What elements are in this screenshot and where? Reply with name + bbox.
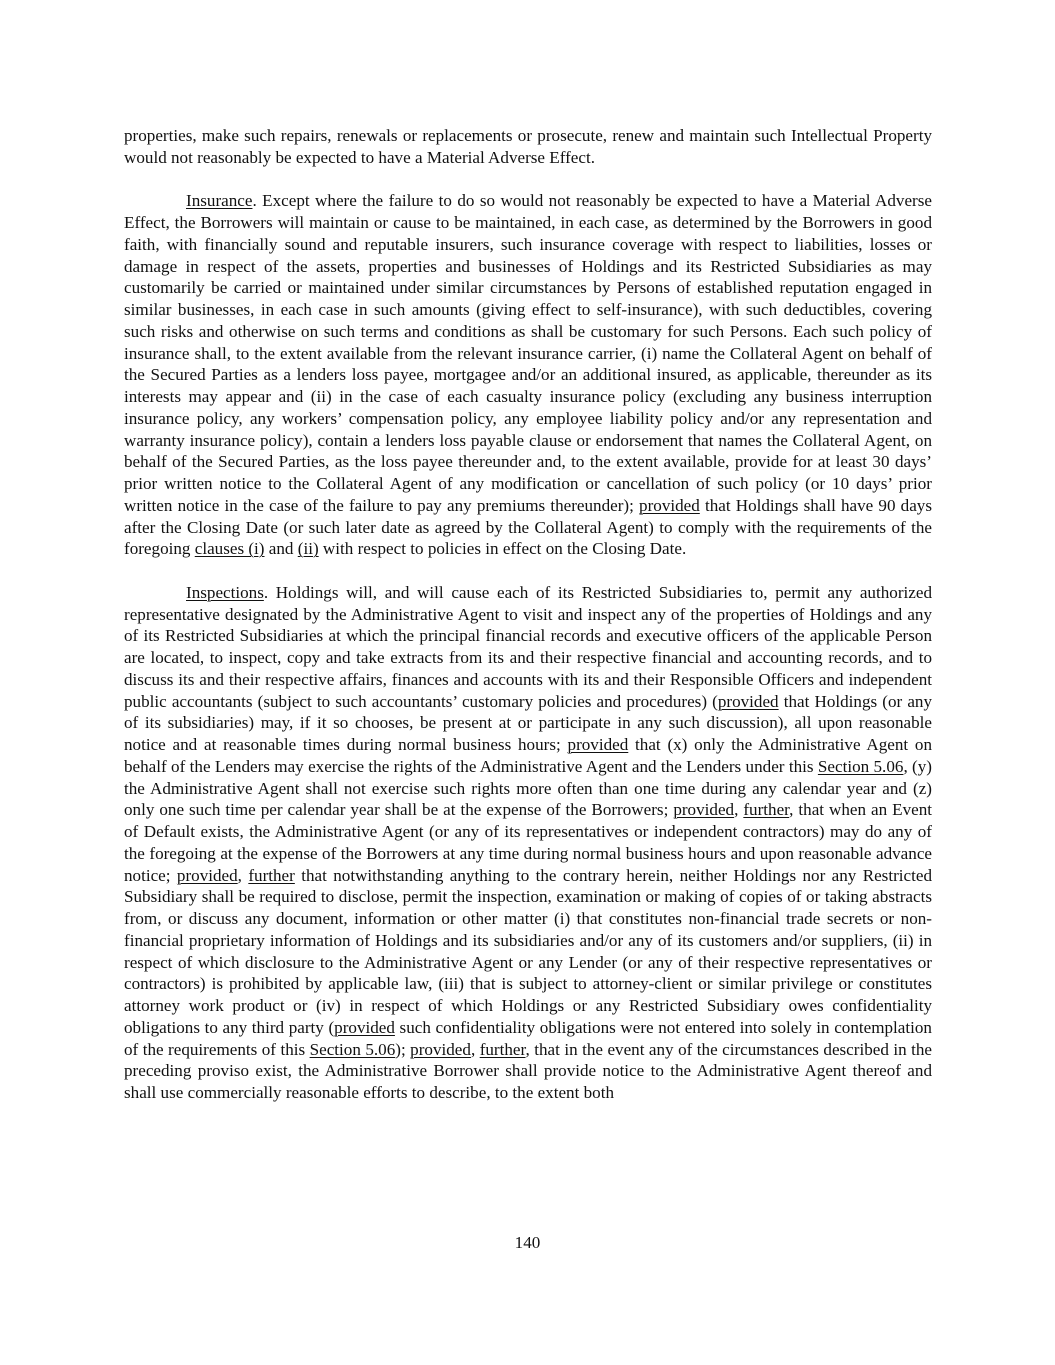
text-run: , that when an Event of Default exists, the Administrative Agent (or any of its representatives or independent contractors) may do any of the foregoing at the expense of the Borrowers at any time during normal business hours and upon reasonable advance notice; — [124, 800, 933, 885]
text-run: . Except where the failure to do so would not reasonably be expected to have a Material Adverse Effect, the Borrowers will maintain or cause to be maintained, in each case, as determined by the Borrowers in good faith, with financially sound and reputable insurers, such insurance coverage with respect to liabilities, losses or damage in respect of the assets, properties and businesses of Holdings and its Restricted Subsidiaries as may customarily be carried or maintained under similar circumstances by Persons of established reputation engaged in similar businesses, in each case in such amounts (giving effect to self-insurance), with such deductibles, covering such risks and otherwise on such terms and conditions as shall be customary for such Persons. Each such policy of insurance shall, to the extent available from the relevant insurance carrier, (i) name the Collateral Agent on behalf of the Secured Parties as a lenders loss payee, mortgagee and/or an additional insured, as applicable, thereunder as its interests may appear and (ii) in the case of each casualty insurance policy (excluding any business interruption insurance policy, any workers’ compensation policy, any employee liability policy and/or any representation and warranty insurance policy), contain a lenders loss payable clause or endorsement that names the Collateral Agent, on behalf of the Secured Parties, as the loss payee thereunder and, to the extent available, provide for at least 30 days’ prior written notice to the Collateral Agent of any modification or cancellation of such policy (or 10 days’ prior written notice in the case of the failure to pay any premiums thereunder); — [124, 191, 932, 515]
text-run: that Holdings (or any of its subsidiaries) may, if it so chooses, be present at or participate in any such discussion), all upon reasonable notice and at reasonable times during normal business hours; — [124, 691, 932, 754]
paragraph-insurance — [124, 190, 932, 560]
text-run: , — [237, 865, 249, 885]
paragraph-text: properties, make such repairs, renewals or replacements or prosecute, renew and maintain such Intellectual Property would not reasonably be expected to have a Material Adverse Effect. — [124, 126, 932, 167]
clause-reference: (ii) — [297, 539, 319, 559]
underlined-term: further — [479, 1039, 526, 1059]
text-run: that notwithstanding anything to the contrary herein, neither Holdings nor any Restricted Subsidiary shall be required to disclose, permit the inspection, examination or making of copies of or taking abstracts from, or discuss any document, information or other matter (i) that constitutes non-financial trade secrets or non-financial proprietary information of Holdings and its subsidiaries and/or any of its customers and/or suppliers, (ii) in respect of which disclosure to the Administrative Agent or any Lender (or any of their respective representatives or contractors) is prohibited by applicable law, (iii) that is subject to attorney-client or similar privilege or constitutes attorney work product or (iv) in respect of which Holdings or any Restricted Subsidiary owes confidentiality obligations to any third party ( — [124, 865, 933, 1037]
paragraph-continuation — [124, 125, 932, 169]
text-run: that (x) only the Administrative Agent on behalf of the Lenders may exercise the rights of the Administrative Agent and the Lenders under this — [124, 735, 933, 776]
section-heading-insurance: Insurance — [186, 191, 253, 211]
section-reference: Section 5.06 — [817, 756, 904, 776]
text-run: with respect to policies in effect on the Closing Date. — [318, 539, 687, 559]
underlined-term: provided — [410, 1039, 471, 1059]
clause-reference: clauses (i) — [194, 539, 265, 559]
text-run: . Holdings will, and will cause each of its Restricted Subsidiaries to, permit any authorized representative designated by the Administrative Agent to visit and inspect any of the properties of Holdings and any of its Restricted Subsidiaries at which the principal financial records and executive officers of the applicable Person are located, to inspect, copy and take extracts from its and their respective financial and accounting records, and to discuss its and their respective affairs, finances and accounts with its and their Responsible Officers and independent public accountants (subject to such accountants’ customary policies and procedures) ( — [124, 582, 932, 711]
text-run: , (y) the Administrative Agent shall not exercise such rights more often than one time during any calendar year and (z) only one such time per calendar year shall be at the expense of the Borrowers; — [124, 756, 932, 820]
document-page — [124, 125, 932, 1104]
underlined-term: provided — [334, 1017, 395, 1037]
underlined-term: further — [743, 800, 790, 820]
section-reference: Section 5.06 — [309, 1039, 396, 1059]
text-run: , — [734, 800, 744, 820]
underlined-term: provided — [567, 735, 629, 754]
text-run: such confidentiality obligations were not entered into solely in contemplation of the requirements of this — [124, 1017, 932, 1059]
underlined-term: further — [248, 865, 295, 885]
section-heading-inspections: Inspections — [186, 582, 264, 602]
text-run: that Holdings shall have 90 days after the Closing Date (or such later date as agreed by the Collateral Agent) to comply with the requirements of the foregoing — [124, 495, 933, 559]
text-run: , — [470, 1039, 480, 1059]
underlined-term: provided — [673, 800, 735, 820]
page-number: 140 — [514, 1233, 541, 1252]
underlined-term: provided — [717, 691, 779, 711]
text-run: , that in the event any of the circumstances described in the preceding proviso exist, the Administrative Borrower shall provide notice to the Administrative Agent thereof and shall use commercially reasonable efforts to describe, to the extent both — [124, 1039, 932, 1102]
text-run: and — [264, 539, 298, 559]
paragraph-inspections — [124, 582, 932, 1104]
underlined-term: provided — [639, 495, 700, 515]
text-run: ); — [395, 1039, 411, 1059]
underlined-term: provided — [176, 865, 238, 885]
